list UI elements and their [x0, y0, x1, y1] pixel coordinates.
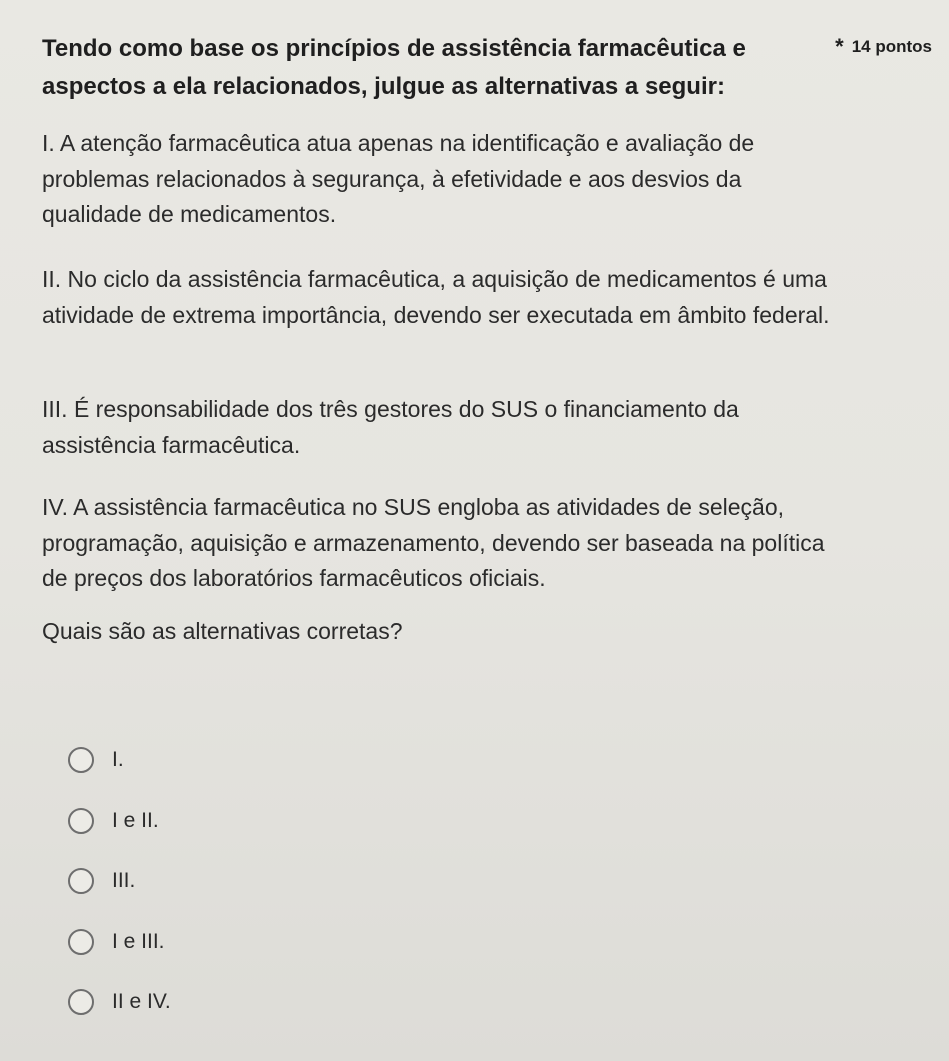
statement-2: II. No ciclo da assistência farmacêutica, a aquisição de medicamentos é uma atividade de extrema importância, devendo ser executada em âmbito federal. — [42, 266, 830, 328]
radio-button-icon[interactable] — [68, 808, 94, 834]
statement-1: I. A atenção farmacêutica atua apenas na identificação e avaliação de problemas relacionados à segurança, à efetividade e aos desvios da qualidade de medicamentos. — [42, 130, 755, 227]
option-4[interactable] — [68, 927, 171, 957]
radio-button-icon[interactable] — [68, 747, 94, 773]
statement-3: III. É responsabilidade dos três gestores do SUS o financiamento da assistência farmacêutica. — [42, 396, 739, 458]
statement-4: IV. A assistência farmacêutica no SUS engloba as atividades de seleção, programação, aquisição e armazenamento, devendo ser baseada na política de preços dos laboratórios farmacêuticos oficiais. — [42, 494, 825, 591]
points-label: 14 pontos — [851, 37, 932, 56]
option-label: II e IV. — [112, 990, 171, 1013]
option-2[interactable] — [68, 806, 171, 836]
option-5[interactable] — [68, 987, 171, 1017]
radio-button-icon[interactable] — [68, 929, 94, 955]
option-label: III. — [112, 869, 136, 892]
question-title: Tendo como base os princípios de assistência farmacêutica e aspectos a ela relacionados, julgue as alternativas a seguir: — [42, 35, 746, 100]
option-label: I e II. — [112, 808, 159, 832]
radio-button-icon[interactable] — [68, 989, 94, 1015]
points-badge — [835, 34, 932, 60]
option-1[interactable] — [68, 745, 171, 775]
question-prompt: Quais são as alternativas corretas? — [42, 618, 403, 644]
option-3[interactable] — [68, 866, 171, 896]
question-header — [42, 30, 932, 106]
option-label: I. — [112, 748, 124, 771]
answer-options — [68, 745, 171, 1048]
option-label: I e III. — [112, 929, 165, 953]
required-asterisk: * — [835, 34, 844, 59]
radio-button-icon[interactable] — [68, 868, 94, 894]
